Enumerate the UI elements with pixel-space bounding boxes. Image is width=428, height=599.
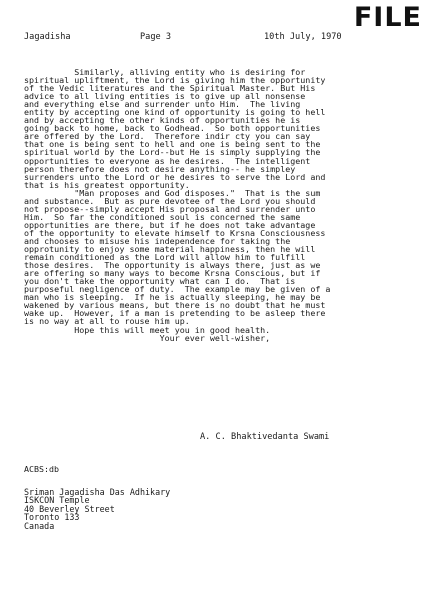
header-recipient: Jagadisha [24,32,71,42]
header-date: 10th July, 1970 [264,32,342,42]
body-line: and everything else and surrender unto Him. The living [24,99,301,110]
body-line: spiritual world by the Lord--but He is simply supplying the [24,147,321,158]
file-stamp: FILE [353,2,422,33]
body-line: "Man proposes and God disposes." That is the sum [24,187,321,198]
body-line: surrenders unto the Lord or he desires to serve the Lord and [24,171,326,182]
body-line: and by accepting the other kinds of opportunities he is [24,115,301,126]
body-line: that one is being sent to hell and one is being sent to the [24,139,321,150]
body-line: person therefore does not desire anything-- he simpley [24,163,296,174]
body-line: and substance. But as pure devotee of the Lord you should [24,195,316,206]
address-line: Sriman Jagadisha Das Adhikary [24,487,171,497]
reference-initials: ACBS:db [24,464,59,474]
letter-body [24,68,416,342]
signature: A. C. Bhaktivedanta Swami [200,432,330,442]
body-line: is no way at all to rouse him up. [24,316,190,327]
body-line: Hope this will meet you in good health. [24,324,271,335]
body-line: Your ever well-wisher, [24,332,271,343]
address-line: Toronto 133 [24,512,80,523]
body-line: of the Vedic literatures and the Spiritual Master. But His [24,83,316,94]
body-line: those desires. The opportunity is always there, just as we [24,260,321,271]
body-line: going back to home, back to Godhead. So both opportunities [24,123,321,134]
address-line: ISKCON Temple [24,495,90,506]
body-line: remain conditioned as the Lord will allow him to fulfill [24,252,306,263]
address-line: Canada [24,520,55,531]
body-line: purposeful negligence of duty. The example may be given of a [24,284,331,295]
body-line: you don't take the opportunity what can I do. That is [24,276,296,287]
body-line: opportunities are there, but if he does not take advantage [24,219,316,230]
body-line: opportunities to everyone as he desires. The intelligent [24,155,311,166]
body-line: wake up. However, if a man is pretending to be asleep there [24,308,326,319]
body-line: wakened by various means, but there is no doubt that he must [24,300,326,311]
body-line: that is his greatest opportunity. [24,179,190,190]
body-line: and chooses to misuse his independence for taking the [24,235,291,246]
body-line: Similarly, alliving entity who is desiring for [24,67,306,77]
body-line: advice to all living entities is to give up all nonsense [24,91,306,102]
body-line: opprotunity to enjoy some material happiness, then he will [24,244,316,255]
body-line: spiritual upliftment, the Lord is giving him the opportunity [24,75,326,86]
body-line: man who is sleeping. If he is actually sleeping, he may be [24,292,321,303]
recipient-address [24,488,170,530]
body-line: are offered by the Lord. Therefore indir cty you can say [24,131,311,142]
body-line: not propose--simply accept His proposal and surrender unto [24,203,316,214]
body-line: are offering so many ways to become Krsna Conscious, but if [24,268,321,279]
address-line: 40 Beverley Street [24,503,115,514]
body-line: entity by accepting one kind of opportunity is going to hell [24,107,326,118]
body-line: of the opportunity to elevate himself to Krsna Consciousness [24,227,326,238]
body-line: Him. So far the conditioned soul is concerned the same [24,211,301,222]
header-page-number: Page 3 [140,32,172,42]
